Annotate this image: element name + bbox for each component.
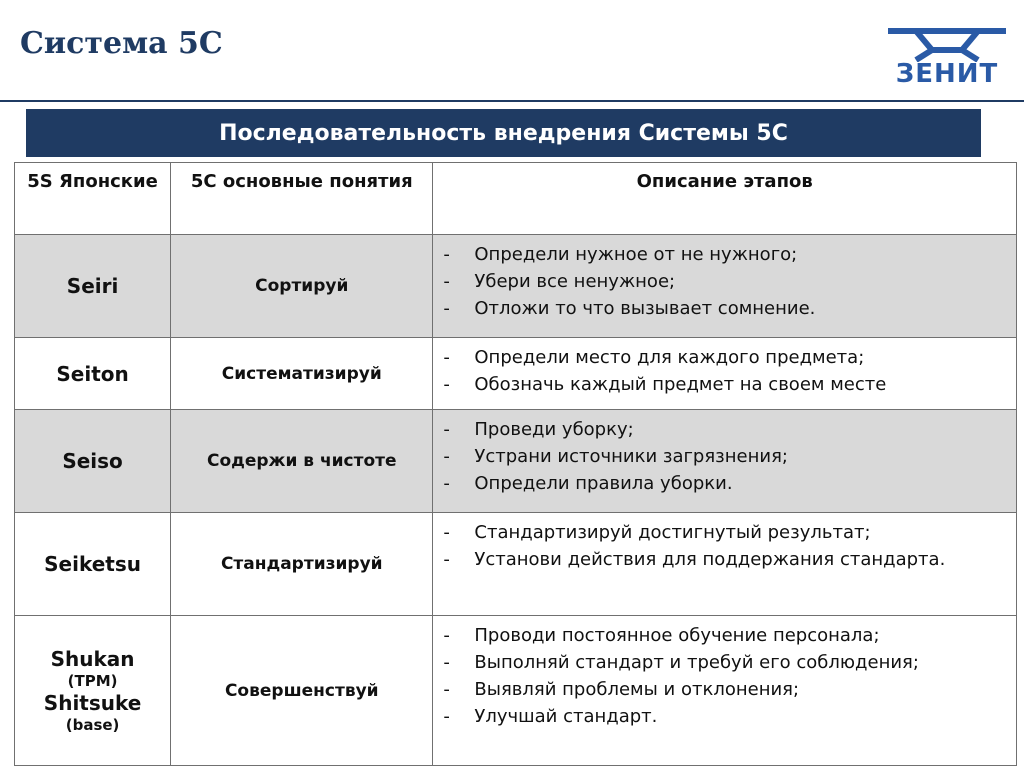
column-header-japanese: 5S Японские	[15, 163, 171, 235]
japanese-term: Seiso	[15, 410, 171, 513]
japanese-term: Seiketsu	[15, 513, 171, 616]
banner-title: Последовательность внедрения Системы 5С	[219, 120, 788, 146]
russian-concept: Стандартизируй	[171, 513, 433, 616]
stage-description	[433, 235, 1017, 338]
page-title: Система 5С	[20, 26, 223, 61]
japanese-term: Seiton	[15, 338, 171, 410]
japanese-term-line: Shitsuke	[43, 690, 142, 715]
description-item: - Устрани источники загрязнения;	[443, 446, 788, 467]
japanese-term-note: (TPM)	[67, 671, 118, 690]
table-row	[15, 235, 1017, 338]
stage-description	[433, 616, 1017, 766]
steps-table	[14, 162, 1017, 766]
section-banner	[26, 109, 981, 157]
zenit-logo	[886, 22, 1008, 88]
table-header-row	[15, 163, 1017, 235]
japanese-term-line: Shukan	[50, 646, 135, 671]
stage-description	[433, 338, 1017, 410]
russian-concept: Систематизируй	[171, 338, 433, 410]
logo-text: ЗЕНИТ	[895, 59, 999, 89]
table-row	[15, 513, 1017, 616]
japanese-term	[15, 616, 171, 766]
russian-concept: Содержи в чистоте	[171, 410, 433, 513]
description-item: - Выполняй стандарт и требуй его соблюдения;	[443, 652, 919, 673]
table-row	[15, 338, 1017, 410]
description-item: - Отложи то что вызывает сомнение.	[443, 298, 816, 319]
description-item: - Убери все ненужное;	[443, 271, 676, 292]
description-item: - Выявляй проблемы и отклонения;	[443, 679, 800, 700]
description-item: - Проводи постоянное обучение персонала;	[443, 625, 880, 646]
stage-description	[433, 513, 1017, 616]
table-row	[15, 616, 1017, 766]
description-item: - Установи действия для поддержания стандарта.	[443, 549, 946, 570]
stage-description	[433, 410, 1017, 513]
description-item: - Определи нужное от не нужного;	[443, 244, 798, 265]
logo-emblem-icon	[886, 22, 1008, 62]
description-item: - Определи правила уборки.	[443, 473, 733, 494]
header-divider	[0, 100, 1024, 102]
column-header-description: Описание этапов	[433, 163, 1017, 235]
description-item: - Обозначь каждый предмет на своем месте	[443, 374, 887, 395]
description-item: - Стандартизируй достигнутый результат;	[443, 522, 871, 543]
japanese-term-note: (base)	[65, 715, 120, 734]
description-item: - Проведи уборку;	[443, 419, 634, 440]
description-item: - Улучшай стандарт.	[443, 706, 658, 727]
russian-concept: Сортируй	[171, 235, 433, 338]
column-header-concepts: 5С основные понятия	[171, 163, 433, 235]
japanese-term: Seiri	[15, 235, 171, 338]
table-row	[15, 410, 1017, 513]
russian-concept: Совершенствуй	[171, 616, 433, 766]
description-item: - Определи место для каждого предмета;	[443, 347, 865, 368]
